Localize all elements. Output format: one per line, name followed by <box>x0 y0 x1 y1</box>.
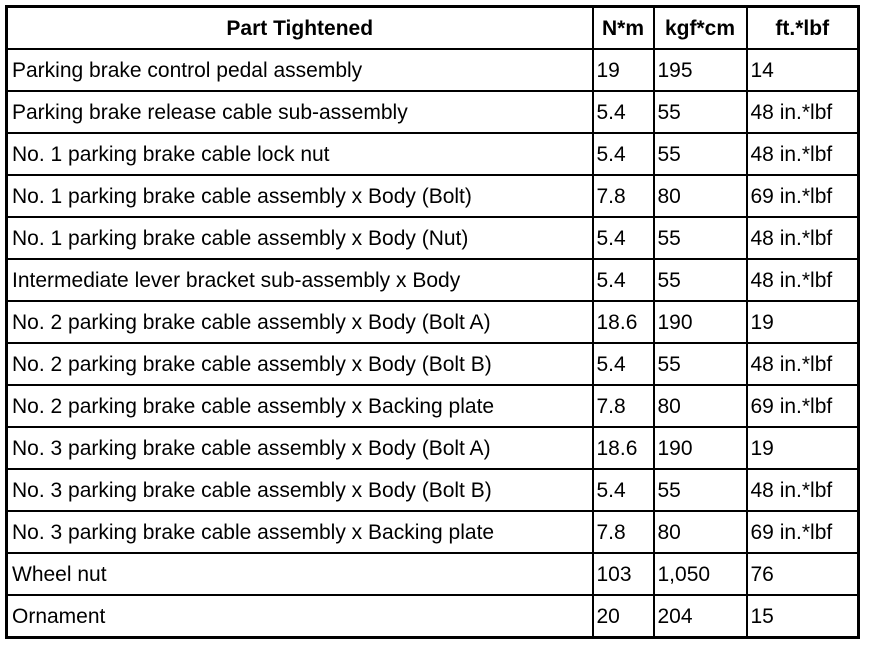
header-part-tightened: Part Tightened <box>7 7 593 50</box>
table-row <box>7 343 859 385</box>
header-newton-meter: N*m <box>593 7 654 50</box>
nm-value-cell: 18.6 <box>593 427 654 469</box>
ft-lbf-value-cell: 48 in.*lbf <box>747 133 859 175</box>
kgf-value-cell: 190 <box>654 427 747 469</box>
nm-value-cell: 103 <box>593 553 654 595</box>
nm-value-cell: 18.6 <box>593 301 654 343</box>
ft-lbf-value-cell: 15 <box>747 595 859 638</box>
kgf-value-cell: 1,050 <box>654 553 747 595</box>
nm-value-cell: 20 <box>593 595 654 638</box>
part-name-cell: No. 3 parking brake cable assembly x Backing plate <box>7 511 593 553</box>
table-row <box>7 301 859 343</box>
nm-value-cell: 5.4 <box>593 133 654 175</box>
ft-lbf-value-cell: 48 in.*lbf <box>747 217 859 259</box>
kgf-value-cell: 55 <box>654 343 747 385</box>
part-name-cell: No. 2 parking brake cable assembly x Body (Bolt A) <box>7 301 593 343</box>
part-name-cell: Parking brake release cable sub-assembly <box>7 91 593 133</box>
kgf-value-cell: 190 <box>654 301 747 343</box>
kgf-value-cell: 80 <box>654 175 747 217</box>
table-row <box>7 49 859 91</box>
ft-lbf-value-cell: 69 in.*lbf <box>747 385 859 427</box>
part-name-cell: No. 3 parking brake cable assembly x Body (Bolt A) <box>7 427 593 469</box>
table-row <box>7 469 859 511</box>
kgf-value-cell: 55 <box>654 217 747 259</box>
nm-value-cell: 5.4 <box>593 343 654 385</box>
header-ft-lbf: ft.*lbf <box>747 7 859 50</box>
ft-lbf-value-cell: 48 in.*lbf <box>747 469 859 511</box>
table-row <box>7 385 859 427</box>
nm-value-cell: 5.4 <box>593 91 654 133</box>
nm-value-cell: 19 <box>593 49 654 91</box>
torque-spec-table <box>5 5 860 639</box>
table-row <box>7 133 859 175</box>
table-row <box>7 427 859 469</box>
kgf-value-cell: 80 <box>654 385 747 427</box>
part-name-cell: Ornament <box>7 595 593 638</box>
nm-value-cell: 5.4 <box>593 469 654 511</box>
nm-value-cell: 7.8 <box>593 385 654 427</box>
part-name-cell: Intermediate lever bracket sub-assembly x Body <box>7 259 593 301</box>
kgf-value-cell: 55 <box>654 259 747 301</box>
part-name-cell: No. 2 parking brake cable assembly x Backing plate <box>7 385 593 427</box>
ft-lbf-value-cell: 69 in.*lbf <box>747 175 859 217</box>
kgf-value-cell: 80 <box>654 511 747 553</box>
part-name-cell: Wheel nut <box>7 553 593 595</box>
nm-value-cell: 7.8 <box>593 175 654 217</box>
ft-lbf-value-cell: 76 <box>747 553 859 595</box>
nm-value-cell: 5.4 <box>593 217 654 259</box>
ft-lbf-value-cell: 69 in.*lbf <box>747 511 859 553</box>
nm-value-cell: 7.8 <box>593 511 654 553</box>
kgf-value-cell: 55 <box>654 91 747 133</box>
part-name-cell: No. 2 parking brake cable assembly x Body (Bolt B) <box>7 343 593 385</box>
ft-lbf-value-cell: 19 <box>747 301 859 343</box>
part-name-cell: No. 1 parking brake cable lock nut <box>7 133 593 175</box>
table-row <box>7 217 859 259</box>
ft-lbf-value-cell: 14 <box>747 49 859 91</box>
part-name-cell: No. 1 parking brake cable assembly x Body (Nut) <box>7 217 593 259</box>
ft-lbf-value-cell: 19 <box>747 427 859 469</box>
kgf-value-cell: 55 <box>654 133 747 175</box>
ft-lbf-value-cell: 48 in.*lbf <box>747 91 859 133</box>
table-row <box>7 553 859 595</box>
table-row <box>7 175 859 217</box>
part-name-cell: No. 3 parking brake cable assembly x Body (Bolt B) <box>7 469 593 511</box>
header-kgf-cm: kgf*cm <box>654 7 747 50</box>
table-row <box>7 259 859 301</box>
kgf-value-cell: 55 <box>654 469 747 511</box>
ft-lbf-value-cell: 48 in.*lbf <box>747 259 859 301</box>
part-name-cell: Parking brake control pedal assembly <box>7 49 593 91</box>
part-name-cell: No. 1 parking brake cable assembly x Body (Bolt) <box>7 175 593 217</box>
kgf-value-cell: 195 <box>654 49 747 91</box>
ft-lbf-value-cell: 48 in.*lbf <box>747 343 859 385</box>
table-row <box>7 91 859 133</box>
kgf-value-cell: 204 <box>654 595 747 638</box>
nm-value-cell: 5.4 <box>593 259 654 301</box>
table-row <box>7 595 859 638</box>
table-row <box>7 511 859 553</box>
table-header-row <box>7 7 859 50</box>
